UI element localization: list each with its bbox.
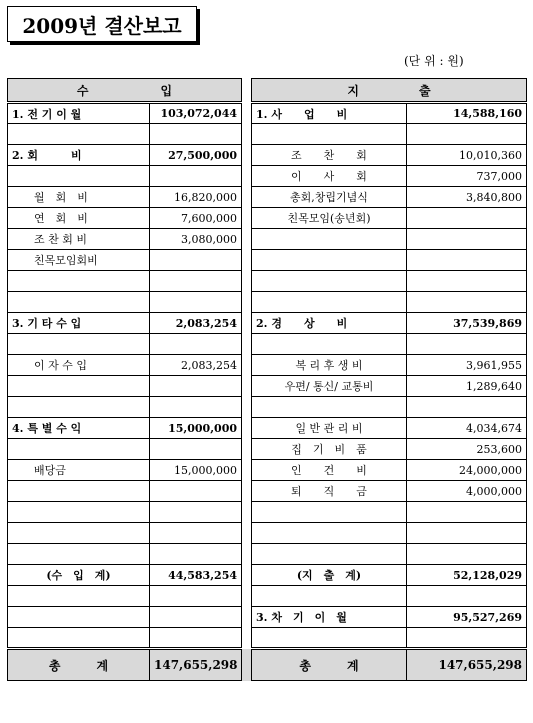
expense-item-label [252, 229, 407, 250]
expense-item-amount [407, 586, 527, 607]
expense-item-amount: 95,527,269 [407, 607, 527, 628]
table-row [8, 292, 527, 313]
table-row [8, 166, 527, 187]
income-item-amount: 27,500,000 [150, 145, 242, 166]
income-item-label [8, 292, 150, 313]
expense-item-amount: 253,600 [407, 439, 527, 460]
expense-item-amount [407, 544, 527, 565]
income-item-amount [150, 376, 242, 397]
income-item-label: 조 찬 회 비 [8, 229, 150, 250]
income-item-amount [150, 166, 242, 187]
income-item-amount [150, 334, 242, 355]
expense-item-label: 조 찬 회 [252, 145, 407, 166]
income-item-label [8, 166, 150, 187]
income-total-label: 총 계 [8, 649, 150, 681]
expense-item-label: 집 기 비 품 [252, 439, 407, 460]
expense-item-label: 우편/ 통신/ 교통비 [252, 376, 407, 397]
income-item-amount: 2,083,254 [150, 313, 242, 334]
expense-item-label: 3. 차 기 이 월 [252, 607, 407, 628]
expense-item-label [252, 271, 407, 292]
table-row [8, 481, 527, 502]
income-item-label [8, 397, 150, 418]
income-item-label: 월 회 비 [8, 187, 150, 208]
income-item-label: 이 자 수 입 [8, 355, 150, 376]
settlement-table [7, 78, 527, 681]
expense-item-label: 복 리 후 생 비 [252, 355, 407, 376]
total-row [8, 649, 527, 681]
table-row [8, 313, 527, 334]
table-row [8, 397, 527, 418]
income-item-amount: 15,000,000 [150, 418, 242, 439]
table-row [8, 145, 527, 166]
income-item-label: 친목모임회비 [8, 250, 150, 271]
expense-item-amount: 1,289,640 [407, 376, 527, 397]
expense-item-amount: 4,000,000 [407, 481, 527, 502]
table-row [8, 124, 527, 145]
expense-item-label: 퇴 직 금 [252, 481, 407, 502]
table-row [8, 103, 527, 124]
expense-item-label [252, 586, 407, 607]
expense-item-label [252, 502, 407, 523]
expense-item-label [252, 397, 407, 418]
income-item-amount [150, 439, 242, 460]
table-row [8, 565, 527, 586]
table-row [8, 544, 527, 565]
income-item-amount [150, 124, 242, 145]
expense-item-label [252, 250, 407, 271]
table-row [8, 439, 527, 460]
table-row [8, 607, 527, 628]
expense-item-amount: 3,840,800 [407, 187, 527, 208]
table-header-row [8, 79, 527, 103]
income-item-amount [150, 250, 242, 271]
expense-item-label [252, 628, 407, 649]
table-row [8, 208, 527, 229]
table-row [8, 250, 527, 271]
table-row [8, 376, 527, 397]
expense-item-amount [407, 292, 527, 313]
income-header: 수 입 [8, 79, 242, 103]
expense-item-amount: 3,961,955 [407, 355, 527, 376]
income-item-amount: 44,583,254 [150, 565, 242, 586]
income-item-amount [150, 586, 242, 607]
income-item-amount: 16,820,000 [150, 187, 242, 208]
expense-item-amount [407, 628, 527, 649]
income-item-label [8, 481, 150, 502]
expense-total-label: 총 계 [252, 649, 407, 681]
expense-item-amount [407, 229, 527, 250]
table-row [8, 271, 527, 292]
income-item-label [8, 628, 150, 649]
income-item-label [8, 586, 150, 607]
expense-item-amount [407, 250, 527, 271]
expense-item-amount: 52,128,029 [407, 565, 527, 586]
table-row [8, 628, 527, 649]
expense-item-amount: 4,034,674 [407, 418, 527, 439]
expense-item-label: 이 사 회 [252, 166, 407, 187]
income-item-amount: 7,600,000 [150, 208, 242, 229]
expense-item-label: 2. 경 상 비 [252, 313, 407, 334]
expense-item-label: 친목모임(송년회) [252, 208, 407, 229]
income-item-label: 배당금 [8, 460, 150, 481]
table-row [8, 523, 527, 544]
income-item-amount: 15,000,000 [150, 460, 242, 481]
expense-item-amount [407, 208, 527, 229]
expense-item-label: 총회,창립기념식 [252, 187, 407, 208]
expense-item-amount: 14,588,160 [407, 103, 527, 124]
income-total-value: 147,655,298 [150, 649, 242, 681]
report-title: 2009년 결산보고 [7, 6, 197, 42]
expense-item-label: 일 반 관 리 비 [252, 418, 407, 439]
income-item-amount: 103,072,044 [150, 103, 242, 124]
table-row [8, 187, 527, 208]
income-item-label [8, 502, 150, 523]
income-item-label [8, 607, 150, 628]
income-item-label [8, 376, 150, 397]
table-row [8, 586, 527, 607]
expense-item-label: 1. 사 업 비 [252, 103, 407, 124]
expense-item-amount [407, 124, 527, 145]
expense-item-amount: 737,000 [407, 166, 527, 187]
income-item-label: 연 회 비 [8, 208, 150, 229]
income-item-label [8, 439, 150, 460]
income-item-label [8, 523, 150, 544]
expense-item-amount: 24,000,000 [407, 460, 527, 481]
expense-item-label [252, 334, 407, 355]
income-item-amount [150, 502, 242, 523]
expense-item-label [252, 292, 407, 313]
table-row [8, 334, 527, 355]
unit-note: (단 위 : 원) [404, 54, 464, 68]
income-item-amount [150, 523, 242, 544]
expense-item-amount: 10,010,360 [407, 145, 527, 166]
table-row [8, 460, 527, 481]
income-item-label: 2. 회 비 [8, 145, 150, 166]
income-item-amount [150, 544, 242, 565]
income-item-amount: 3,080,000 [150, 229, 242, 250]
expense-item-amount [407, 523, 527, 544]
expense-item-label: 인 건 비 [252, 460, 407, 481]
income-item-amount [150, 481, 242, 502]
income-item-label [8, 544, 150, 565]
income-item-label [8, 124, 150, 145]
expense-item-amount [407, 271, 527, 292]
income-item-amount: 2,083,254 [150, 355, 242, 376]
expense-total-value: 147,655,298 [407, 649, 527, 681]
income-item-label [8, 271, 150, 292]
table-row [8, 502, 527, 523]
expense-item-label [252, 523, 407, 544]
table-row [8, 418, 527, 439]
expense-item-amount [407, 334, 527, 355]
income-item-amount [150, 607, 242, 628]
expense-header: 지 출 [252, 79, 527, 103]
expense-item-amount: 37,539,869 [407, 313, 527, 334]
income-item-amount [150, 397, 242, 418]
expense-item-label [252, 124, 407, 145]
table-row [8, 229, 527, 250]
expense-item-amount [407, 397, 527, 418]
table-row [8, 355, 527, 376]
expense-item-amount [407, 502, 527, 523]
income-item-label: 4. 특 별 수 익 [8, 418, 150, 439]
income-item-amount [150, 271, 242, 292]
income-item-label: 1. 전 기 이 월 [8, 103, 150, 124]
income-item-label: 3. 기 타 수 입 [8, 313, 150, 334]
income-item-label: (수 입 계) [8, 565, 150, 586]
expense-item-label: (지 출 계) [252, 565, 407, 586]
income-item-label [8, 334, 150, 355]
expense-item-label [252, 544, 407, 565]
income-item-amount [150, 292, 242, 313]
income-item-amount [150, 628, 242, 649]
